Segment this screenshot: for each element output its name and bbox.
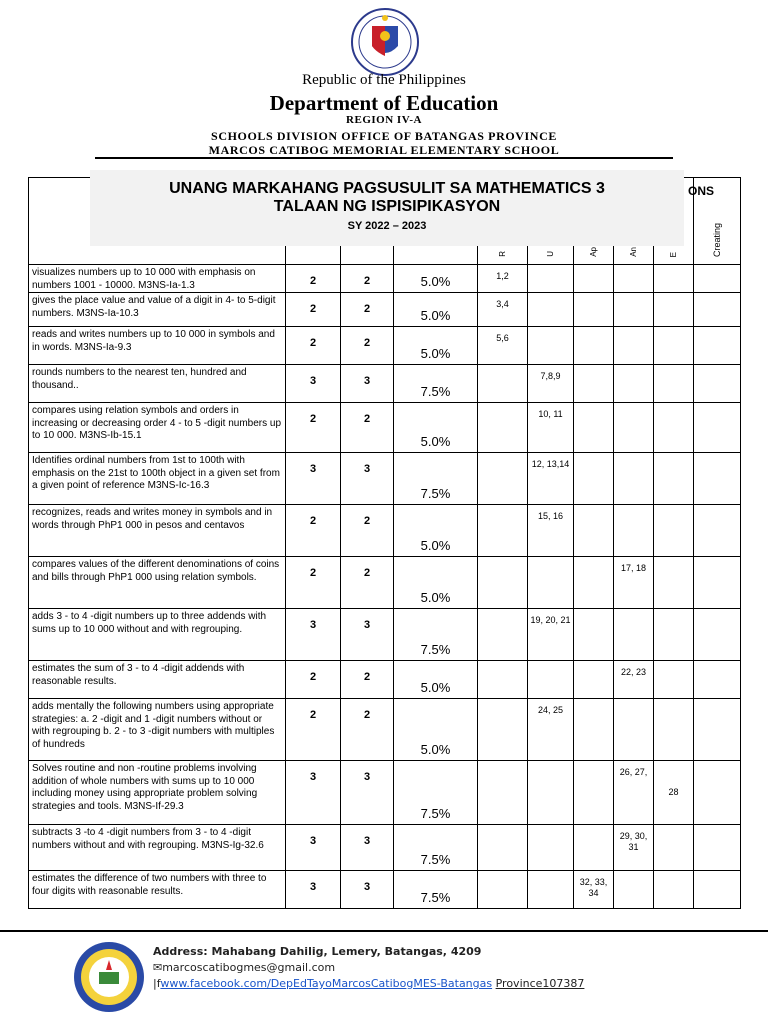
item-placement-cell xyxy=(478,453,528,505)
item-placement-cell xyxy=(478,871,528,909)
percent-cell: 7.5% xyxy=(394,825,478,871)
facebook-link[interactable]: www.facebook.com/DepEdTayoMarcosCatibogMES-Batangas xyxy=(160,977,493,990)
item-placement-cell xyxy=(478,557,528,609)
item-placement-cell: 12, 13,14 xyxy=(528,453,574,505)
item-placement-cell xyxy=(654,365,694,403)
item-placement-cell xyxy=(614,293,654,327)
item-placement-cell xyxy=(654,327,694,365)
department-heading: Department of Education xyxy=(269,91,499,115)
school-year: SY 2022 – 2023 xyxy=(347,220,427,232)
percent-cell: 7.5% xyxy=(394,871,478,909)
region-heading: REGION IV-A xyxy=(346,114,422,126)
items-cell: 2 xyxy=(341,265,394,293)
table-row xyxy=(29,871,741,909)
item-placement-cell xyxy=(654,699,694,761)
items-cell: 2 xyxy=(341,505,394,557)
item-placement-cell xyxy=(694,293,741,327)
dimensions-fragment: ONS xyxy=(688,184,715,198)
item-placement-cell xyxy=(574,265,614,293)
days-cell: 3 xyxy=(286,871,341,909)
item-placement-cell xyxy=(574,365,614,403)
competency-cell: Identifies ordinal numbers from 1st to 100th with emphasis on the 21st to 100th object in a given set from a given point of reference M3NS-Ic-16.3 xyxy=(29,453,286,505)
school-logo xyxy=(70,940,148,1014)
header-an: An xyxy=(614,178,654,265)
table-row xyxy=(29,761,741,825)
items-cell: 2 xyxy=(341,293,394,327)
item-placement-cell xyxy=(478,761,528,825)
item-placement-cell: 19, 20, 21 xyxy=(528,609,574,661)
days-cell: 3 xyxy=(286,365,341,403)
percent-cell: 5.0% xyxy=(394,327,478,365)
item-placement-cell xyxy=(694,661,741,699)
percent-cell: 5.0% xyxy=(394,505,478,557)
item-placement-cell xyxy=(614,505,654,557)
item-placement-cell xyxy=(528,761,574,825)
item-placement-cell xyxy=(694,403,741,453)
competency-cell: recognizes, reads and writes money in symbols and in words through PhP1 000 in pesos and centavos xyxy=(29,505,286,557)
exam-title: UNANG MARKAHANG PAGSUSULIT SA MATHEMATICS 3 xyxy=(169,180,605,197)
competency-cell: visualizes numbers up to 10 000 with emphasis on numbers 1001 - 10000. M3NS-Ia-1.3 xyxy=(29,265,286,293)
items-cell: 2 xyxy=(341,327,394,365)
item-placement-cell xyxy=(614,365,654,403)
item-placement-cell xyxy=(694,825,741,871)
items-cell: 2 xyxy=(341,699,394,761)
table-row xyxy=(29,265,741,293)
days-cell: 2 xyxy=(286,505,341,557)
table-row xyxy=(29,557,741,609)
item-placement-cell xyxy=(478,699,528,761)
days-cell: 3 xyxy=(286,609,341,661)
table-row xyxy=(29,365,741,403)
item-placement-cell xyxy=(654,453,694,505)
item-placement-cell: 3,4 xyxy=(478,293,528,327)
competency-cell: reads and writes numbers up to 10 000 in symbols and in words. M3NS-Ia-9.3 xyxy=(29,327,286,365)
item-placement-cell xyxy=(614,327,654,365)
item-placement-cell xyxy=(574,761,614,825)
header-e: E xyxy=(654,178,694,265)
days-cell: 2 xyxy=(286,557,341,609)
item-placement-cell xyxy=(614,699,654,761)
exam-subtitle: TALAAN NG ISPISIPIKASYON xyxy=(273,198,501,215)
item-placement-cell xyxy=(528,871,574,909)
competency-cell: estimates the sum of 3 - to 4 -digit addends with reasonable results. xyxy=(29,661,286,699)
table-row xyxy=(29,661,741,699)
item-placement-cell xyxy=(654,557,694,609)
item-placement-cell xyxy=(478,365,528,403)
competency-cell: rounds numbers to the nearest ten, hundred and thousand.. xyxy=(29,365,286,403)
competency-cell: estimates the difference of two numbers with three to four digits with reasonable results. xyxy=(29,871,286,909)
items-cell: 2 xyxy=(341,557,394,609)
competency-cell: compares values of the different denominations of coins and bills through PhP1 000 using relation symbols. xyxy=(29,557,286,609)
percent-cell: 5.0% xyxy=(394,265,478,293)
item-placement-cell xyxy=(478,403,528,453)
item-placement-cell: 17, 18 xyxy=(614,557,654,609)
item-placement-cell xyxy=(478,505,528,557)
item-placement-cell xyxy=(694,557,741,609)
items-cell: 3 xyxy=(341,871,394,909)
days-cell: 3 xyxy=(286,453,341,505)
item-placement-cell xyxy=(528,661,574,699)
republic-heading: Republic of the Philippines xyxy=(302,72,466,88)
item-placement-cell: 1,2 xyxy=(478,265,528,293)
deped-seal-logo xyxy=(342,8,428,76)
item-placement-cell: 10, 11 xyxy=(528,403,574,453)
table-row xyxy=(29,825,741,871)
item-placement-cell: 32, 33, 34 xyxy=(574,871,614,909)
item-placement-cell xyxy=(574,699,614,761)
item-placement-cell xyxy=(528,557,574,609)
items-cell: 3 xyxy=(341,761,394,825)
facebook-suffix: Province107387 xyxy=(495,977,585,990)
facebook-icon: |f xyxy=(153,977,161,990)
item-placement-cell xyxy=(614,871,654,909)
percent-cell: 7.5% xyxy=(394,453,478,505)
item-placement-cell xyxy=(528,327,574,365)
item-placement-cell: 26, 27, xyxy=(614,761,654,825)
items-cell: 2 xyxy=(341,661,394,699)
footer-address: Address: Mahabang Dahilig, Lemery, Batangas, 4209 xyxy=(153,945,482,958)
item-placement-cell xyxy=(528,825,574,871)
percent-cell: 7.5% xyxy=(394,365,478,403)
item-placement-cell xyxy=(478,661,528,699)
item-placement-cell xyxy=(574,403,614,453)
item-placement-cell: 28 xyxy=(654,761,694,825)
footer-divider xyxy=(0,930,768,932)
item-placement-cell xyxy=(574,327,614,365)
item-placement-cell xyxy=(574,557,614,609)
item-placement-cell: 5,6 xyxy=(478,327,528,365)
competency-cell: adds mentally the following numbers using appropriate strategies: a. 2 -digit and 1 -digit numbers without or with regrouping b. 2 - to 3 -digit numbers with multiples of hundreds xyxy=(29,699,286,761)
item-placement-cell xyxy=(574,609,614,661)
item-placement-cell xyxy=(694,761,741,825)
specification-table xyxy=(28,177,741,909)
competency-cell: compares using relation symbols and orders in increasing or decreasing order 4 - to 5 -digit numbers up to 10 000. M3NS-Ib-15.1 xyxy=(29,403,286,453)
title-box xyxy=(90,170,684,246)
item-placement-cell xyxy=(694,265,741,293)
days-cell: 2 xyxy=(286,699,341,761)
item-placement-cell xyxy=(654,403,694,453)
item-placement-cell xyxy=(614,403,654,453)
header-divider xyxy=(95,157,673,159)
division-heading: SCHOOLS DIVISION OFFICE OF BATANGAS PROVINCE xyxy=(211,129,557,143)
item-placement-cell xyxy=(654,293,694,327)
competency-cell: gives the place value and value of a digit in 4- to 5-digit numbers. M3NS-Ia-10.3 xyxy=(29,293,286,327)
school-heading: MARCOS CATIBOG MEMORIAL ELEMENTARY SCHOOL xyxy=(208,143,560,157)
item-placement-cell: 15, 16 xyxy=(528,505,574,557)
percent-cell: 7.5% xyxy=(394,609,478,661)
item-placement-cell xyxy=(654,505,694,557)
item-placement-cell xyxy=(654,265,694,293)
items-cell: 3 xyxy=(341,825,394,871)
item-placement-cell xyxy=(614,453,654,505)
percent-cell: 5.0% xyxy=(394,661,478,699)
item-placement-cell xyxy=(694,365,741,403)
table-row xyxy=(29,403,741,453)
email-text[interactable]: marcoscatibogmes@gmail.com xyxy=(162,961,336,974)
days-cell: 3 xyxy=(286,825,341,871)
item-placement-cell xyxy=(528,265,574,293)
item-placement-cell: 29, 30, 31 xyxy=(614,825,654,871)
item-placement-cell xyxy=(654,609,694,661)
item-placement-cell: 22, 23 xyxy=(614,661,654,699)
footer-email xyxy=(153,961,335,974)
item-placement-cell xyxy=(574,293,614,327)
percent-cell: 5.0% xyxy=(394,403,478,453)
header-r: R xyxy=(478,178,528,265)
percent-cell: 5.0% xyxy=(394,293,478,327)
days-cell: 2 xyxy=(286,403,341,453)
item-placement-cell xyxy=(478,609,528,661)
item-placement-cell xyxy=(528,293,574,327)
items-cell: 2 xyxy=(341,403,394,453)
percent-cell: 5.0% xyxy=(394,557,478,609)
items-cell: 3 xyxy=(341,453,394,505)
header-creating: Creating xyxy=(694,178,741,265)
header-ap: Ap xyxy=(574,178,614,265)
days-cell: 2 xyxy=(286,293,341,327)
mail-icon: ✉ xyxy=(153,961,163,974)
item-placement-cell xyxy=(654,871,694,909)
competency-cell: adds 3 - to 4 -digit numbers up to three addends with sums up to 10 000 without and with regrouping. xyxy=(29,609,286,661)
competency-cell: subtracts 3 -to 4 -digit numbers from 3 - to 4 -digit numbers without and with regrouping. M3NS-Ig-32.6 xyxy=(29,825,286,871)
items-cell: 3 xyxy=(341,365,394,403)
item-placement-cell xyxy=(694,699,741,761)
days-cell: 3 xyxy=(286,761,341,825)
days-cell: 2 xyxy=(286,661,341,699)
days-cell: 2 xyxy=(286,265,341,293)
competency-cell: Solves routine and non -routine problems involving addition of whole numbers with sums up to 10 000 including money using appropriate problem solving strategies and tools. M3NS-If-29.3 xyxy=(29,761,286,825)
item-placement-cell xyxy=(614,609,654,661)
item-placement-cell xyxy=(574,505,614,557)
table-row xyxy=(29,293,741,327)
item-placement-cell xyxy=(574,453,614,505)
item-placement-cell: 7,8,9 xyxy=(528,365,574,403)
table-row xyxy=(29,327,741,365)
item-placement-cell xyxy=(694,327,741,365)
table-row xyxy=(29,609,741,661)
item-placement-cell xyxy=(614,265,654,293)
item-placement-cell xyxy=(694,505,741,557)
item-placement-cell xyxy=(478,825,528,871)
table-row xyxy=(29,505,741,557)
item-placement-cell xyxy=(654,825,694,871)
percent-cell: 5.0% xyxy=(394,699,478,761)
percent-cell: 7.5% xyxy=(394,761,478,825)
footer-facebook xyxy=(153,977,584,990)
table-row xyxy=(29,453,741,505)
item-placement-cell xyxy=(574,661,614,699)
item-placement-cell xyxy=(694,871,741,909)
item-placement-cell xyxy=(574,825,614,871)
item-placement-cell xyxy=(694,609,741,661)
items-cell: 3 xyxy=(341,609,394,661)
item-placement-cell xyxy=(654,661,694,699)
header-u: U xyxy=(528,178,574,265)
item-placement-cell: 24, 25 xyxy=(528,699,574,761)
item-placement-cell xyxy=(694,453,741,505)
days-cell: 2 xyxy=(286,327,341,365)
table-row xyxy=(29,699,741,761)
